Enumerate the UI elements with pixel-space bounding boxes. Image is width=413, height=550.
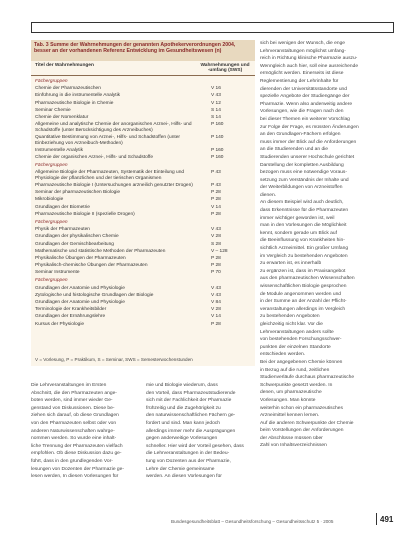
table-row — [31, 170, 255, 181]
text-line: Arzneimittel kennen lernen. — [260, 413, 320, 419]
table-cell-title: Pharmazeutische Biologie I (Untersuchungen arzneilich genutzter Drogen) — [35, 183, 193, 189]
table-row — [31, 108, 255, 114]
table-cell-extent: V 43 — [211, 227, 221, 233]
text-line: reich in Richtung klinische Pharmazie auszu- — [260, 56, 358, 62]
text-line: genstand von Diskussionen. Diese be- — [31, 405, 115, 411]
text-line: in der Summe an der Anzahl der Pflicht- — [260, 299, 347, 305]
text-line: den Vorteil, dass Pharmazeutstudierende — [146, 390, 236, 396]
text-line: bei dieser Themen ein weiterer Vorschlag — [260, 116, 350, 122]
body-column-bottom-middle — [146, 382, 255, 481]
text-line: An diesem Beispiel wird auch deutlich, — [260, 200, 344, 206]
table-cell-extent: V 43 — [211, 292, 221, 298]
table-row — [31, 293, 255, 299]
text-line: an die Studierenden und an die — [260, 147, 328, 153]
text-line: von den Pharmazeuten selbst oder von — [31, 420, 117, 426]
journal-footer: Bundesgesundheitsblatt – Gesundheitsforschung – Gesundheitsschutz 5 · 2005 — [171, 519, 334, 524]
table-cell-title: Allgemeine Biologie der Pharmazeuten, Systematik der Einteilung und Physiologie der pflanzlichen und der tierischen Organismen — [35, 170, 185, 181]
text-line: der Abschlüsse müssen über — [260, 435, 323, 441]
text-line: frühzeitig und die Zugehörigkeit zu — [146, 405, 221, 411]
text-line: dienen. — [260, 192, 277, 198]
text-line: tung von Dozenten aus der Pharmazie, — [146, 458, 231, 464]
table-row — [31, 93, 255, 99]
text-line: in Bezug auf die rund, zeitlichen — [260, 367, 330, 373]
running-header-box — [31, 22, 394, 33]
text-line: der Weiterbildungen von Arzneistoffen — [260, 185, 343, 191]
table-cell-extent: V 16 — [211, 86, 221, 92]
table-cell-title: Physikalische Übungen der Pharmazeuten — [35, 255, 126, 261]
table-row — [31, 263, 255, 269]
table-cell-title: Chemie der Pharmazeutischen — [35, 86, 101, 92]
text-line: man in den Vorlesungen die Möglichkeit — [260, 223, 347, 229]
text-line: gegen anderweitige Vorlesungen — [146, 436, 218, 442]
text-line: Die Lehrveranstaltungen im Ersten — [31, 383, 107, 388]
table-header-title: Titel der Wahrnehmungen — [35, 63, 94, 68]
body-column-right — [260, 40, 394, 450]
table-body — [31, 78, 255, 329]
text-line: dass Erkenntnisse für die Pharmazeuten — [260, 208, 349, 214]
text-line: Bei der angegebenen Chemie können — [260, 359, 343, 365]
table-cell-title: Chemie der organischen Arznei-, Hilfs- und Schadstoffe — [35, 154, 154, 160]
table-caption-number: Tab. 3 — [34, 42, 49, 48]
text-line: nommen werden. So wurde eine inhalt- — [31, 436, 117, 442]
table-cell-title: Zytologische und histologische Grundlagen der Biologie — [35, 292, 154, 298]
table-row — [31, 122, 255, 133]
text-line: von bestehenden Forschungsschwer- — [260, 337, 342, 343]
table-row — [31, 101, 255, 107]
table-cell-title: Grundlagen der physikalischen Chemie — [35, 234, 119, 240]
table-cell-title: Instrumentelle Analytik — [35, 147, 83, 153]
text-line: sich mit der Fachlichkeit der Pharmazie — [146, 398, 232, 404]
table-cell-extent: S 28 — [211, 241, 221, 247]
table-cell-extent: P 28 — [211, 263, 221, 269]
text-line: Auf die anderen Schwerpunkte der Chemie — [260, 420, 354, 426]
table-cell-title: Grundlagen der Anatomie und Physiologie — [35, 300, 125, 306]
table-cell-title: Fächergruppen — [35, 163, 68, 169]
body-column-bottom-left — [31, 382, 140, 481]
table-row — [31, 135, 255, 146]
table-section-heading — [31, 162, 255, 169]
table-cell-extent: V 43 — [211, 93, 221, 99]
text-line: im Vergleich zu bestehenden Angeboten — [260, 253, 348, 259]
table-section-heading — [31, 78, 255, 85]
text-line: an den Grundlagen-Fächern erfolgen — [260, 132, 341, 138]
table-row — [31, 212, 255, 218]
table-cell-extent: V 28 — [211, 307, 221, 313]
text-line: werden. An diesen Vorlesungen für — [146, 474, 222, 480]
text-line: die Lehrveranstaltungen in der Bedeu- — [146, 451, 230, 457]
table-row — [31, 190, 255, 196]
table-cell-title: Mikrobiologie — [35, 197, 64, 203]
table-cell-extent: P 160 — [211, 122, 224, 128]
table-row — [31, 148, 255, 154]
table-row — [31, 205, 255, 211]
table-cell-title: Einführung in die instrumentelle Analytik — [35, 93, 121, 99]
table-row — [31, 155, 255, 161]
text-line: wissenschaftlichen Biologie gesprochen — [260, 284, 347, 289]
table-cell-extent: S 14 — [211, 114, 221, 120]
table-cell-title: Chemie der Nomenklatur — [35, 114, 89, 120]
table-cell-title: Grundlagen der Biometrie — [35, 204, 90, 210]
text-line: Wenngleich auch hier, soll eine ausreichende — [260, 63, 359, 69]
table-cell-title: Fächergruppen — [35, 219, 68, 225]
text-line: lesen werden, In diesen Vorlesungen für — [31, 474, 119, 480]
table-cell-extent: P 160 — [211, 147, 224, 153]
table-cell-extent: V 14 — [211, 204, 221, 210]
text-line: allerdings immer mehr die Ausprägungen — [146, 428, 236, 434]
text-line: aus den pharmazeutischen Wissenschaften — [260, 276, 355, 282]
table-row — [31, 322, 255, 328]
table-row — [31, 227, 255, 233]
text-line: weiterhin schon ein pharmazeutisches — [260, 405, 343, 411]
table-cell-extent: P 70 — [211, 270, 221, 276]
table-cell-title: Pharmazeutische Biologie II (spezielle Drogen) — [35, 211, 135, 217]
table-cell-extent: V 12 — [211, 100, 221, 106]
text-line: Reglementierung der Lehrinhalte für — [260, 78, 339, 84]
table-row — [31, 115, 255, 121]
text-line: denen, um pharmazeutische — [260, 390, 322, 396]
text-line: boten werden, sind immer wieder Ge- — [31, 398, 113, 404]
text-line: anderen Naturwissenschaften wahrge- — [31, 428, 115, 434]
text-line: entschieden werden. — [260, 352, 306, 358]
table-header — [31, 61, 255, 76]
table-cell-extent: P 28 — [211, 255, 221, 261]
table-row — [31, 314, 255, 320]
text-line: Lehrveranstaltungen anders sollte — [260, 329, 334, 335]
text-line: Lehrveranstaltungen möglichst umfang- — [260, 48, 346, 54]
table-cell-title: Physikalisch-chemische Übungen der Pharmazeuten — [35, 263, 148, 269]
text-line: ziehen sich darauf, ob diese Grundlagen — [31, 413, 119, 419]
table-cell-extent: P 28 — [211, 321, 221, 327]
table-section-heading — [31, 277, 255, 284]
table-cell-title: Fächergruppen — [35, 278, 68, 284]
text-line: de Module angenommen werden und — [260, 291, 342, 297]
table-cell-extent: V 14 — [211, 314, 221, 320]
table-section-heading — [31, 219, 255, 226]
text-line: zu ergänzen ist, dass im Praxisangebot — [260, 268, 346, 274]
text-line: beim Vorstellungen der Anforderungen — [260, 428, 344, 434]
data-table — [31, 40, 255, 366]
table-caption-text: Summe der Wahrnehmungen der genannten Apothekerverordnungen 2004, besser an der vorhandenen Referenz Entwicklung im Gesundheitswesen (n) — [34, 42, 236, 54]
table-row — [31, 197, 255, 203]
text-line: lesungen von Dozenten der Pharmazie ge- — [31, 466, 124, 472]
text-line: kennt, sondern gerade um Blick auf — [260, 230, 337, 236]
table-cell-extent: P 28 — [211, 197, 221, 203]
table-cell-title: Fächergruppen — [35, 79, 68, 84]
text-line: Pharmazie. Wenn also anderweitig andere — [260, 101, 353, 107]
table-cell-title: Grundlagen der Ernährungslehre — [35, 314, 106, 320]
text-line: Darstellung der kompletten Ausbildung — [260, 162, 344, 168]
table-cell-title: Seminar Chemie — [35, 107, 71, 113]
text-line: setzung zum Verständnis der Inhalte und — [260, 177, 349, 183]
table-cell-extent: P 43 — [211, 183, 221, 189]
table-row — [31, 183, 255, 189]
table-cell-extent: P 28 — [211, 190, 221, 196]
table-row — [31, 300, 255, 306]
table-cell-title: Pharmazeutische Biologie in Chemie — [35, 100, 114, 106]
table-cell-title: Grundlagen der Anatomie und Physiologie — [35, 285, 125, 291]
table-cell-extent: P 28 — [211, 211, 221, 217]
table-cell-extent: V 84 — [211, 300, 221, 306]
table-row — [31, 249, 255, 255]
table-cell-title: Terminologie der Krankheitsbilder — [35, 307, 107, 313]
table-row — [31, 234, 255, 240]
text-line: liche Trennung der Pharmazeuten vielfach — [31, 443, 123, 449]
text-line: dierenden der Universitätsstandorte und — [260, 86, 347, 92]
table-cell-title: Allgemeine und analytische Chemie der anorganischen Arznei-, Hilfs- und Schadstoffe (unter Berücksichtigung des Arzneibuches) — [35, 122, 192, 133]
table-row — [31, 270, 255, 276]
table-header-extent: Wahrnehmungen und -umfang (SWS) — [200, 63, 250, 74]
table-cell-extent: V 28 — [211, 234, 221, 240]
text-line: zur Folge der Frage, es müssten Änderungen — [260, 124, 359, 130]
table-cell-title: Grundlagen der Gemischbearbeitung — [35, 241, 114, 247]
text-line: Vorlesungen. Man könnte — [260, 397, 316, 403]
table-row — [31, 86, 255, 92]
text-line: bezogen muss eine notwendige Voraus- — [260, 170, 348, 176]
table-cell-extent: V 43 — [211, 285, 221, 291]
text-line: ermöglicht werden. Einerseits ist diese — [260, 71, 344, 77]
text-line: Vorlesungen, wie die Fragen nach den — [260, 109, 344, 115]
table-row — [31, 242, 255, 248]
text-line: punkten der einzelnen Standorte — [260, 344, 331, 350]
text-line: spezielle Angebote der Studiengänge der — [260, 94, 350, 100]
text-line: Lehre der Chemie gemeinsame — [146, 466, 215, 472]
table-cell-title: Seminar der pharmazeutischen Biologie — [35, 190, 121, 196]
text-line: mie und Biologie wiederum, dass — [146, 383, 218, 388]
text-line: zu erwarten ist, es innerhalb — [260, 261, 322, 267]
text-line: fordert und sind. Man kann jedoch — [146, 420, 220, 426]
text-line: Schwerpunkte gesetzt werden. In — [260, 382, 333, 388]
text-line: die Beeinflussung von Krankheiten hin- — [260, 238, 345, 244]
table-cell-extent: P 43 — [211, 170, 221, 176]
text-line: Studienverläufe durchaus pharmazeutische — [260, 375, 355, 381]
text-line: muss immer der Blick auf die Anforderungen — [260, 139, 357, 145]
table-cell-extent: S 14 — [211, 107, 221, 113]
text-line: Studierenden unserer Hochschule gerichtet — [260, 154, 355, 160]
text-line: gleichzeitig nicht klar. Vor die — [260, 321, 323, 327]
table-cell-title: Mathematische und statistische Methoden der Pharmazeuten — [35, 248, 166, 254]
text-line: schneller. Hier wird der Vorteil gesehen, dass — [146, 443, 244, 449]
table-cell-title: Kursus der Physiologie — [35, 321, 85, 327]
text-line: Abschnitt, die den Pharmazeuten ange- — [31, 390, 117, 396]
page-number: 491 — [380, 515, 394, 524]
text-line: sichtlich Arzneimittel. Ein großer Umfang — [260, 246, 349, 252]
table-footnote: V = Vorlesung, P = Praktikum, S = Seminar, SWS = Semesterwochenstunden — [35, 357, 193, 362]
table-caption — [31, 40, 255, 61]
text-line: sich bei wenigen der Wunsch, die enge — [260, 41, 346, 46]
text-line: immer wichtiger geworden ist, weil — [260, 215, 335, 221]
text-line: veranstaltungen allerdings im Vergleich — [260, 306, 346, 312]
table-cell-extent: P 140 — [211, 134, 224, 140]
table-cell-title: Seminar Instrumente — [35, 270, 80, 276]
text-line: führt, dass in den grundlegenden Vor- — [31, 458, 113, 464]
page-number-divider — [376, 513, 377, 525]
table-cell-title: Quantitative Bestimmung von Arznei-, Hilfs- und Schadstoffen (unter Einbeziehung von Arzneibuch-Methoden) — [35, 134, 180, 146]
table-cell-extent: P 160 — [211, 154, 224, 160]
text-line: empfohlen. Ob diese Diskussion dazu ge- — [31, 451, 122, 457]
table-cell-title: Physik der Pharmazeuten — [35, 227, 90, 233]
text-line: zu bestehenden Angeboten — [260, 314, 320, 320]
text-line: den naturwissenschaftlichen Fächern ge- — [146, 413, 236, 419]
table-row — [31, 307, 255, 313]
table-cell-extent: V – 128 — [211, 248, 228, 254]
text-line: Zahl von Inhaltsverzeichnissen — [260, 443, 327, 449]
table-row — [31, 256, 255, 262]
table-row — [31, 286, 255, 292]
